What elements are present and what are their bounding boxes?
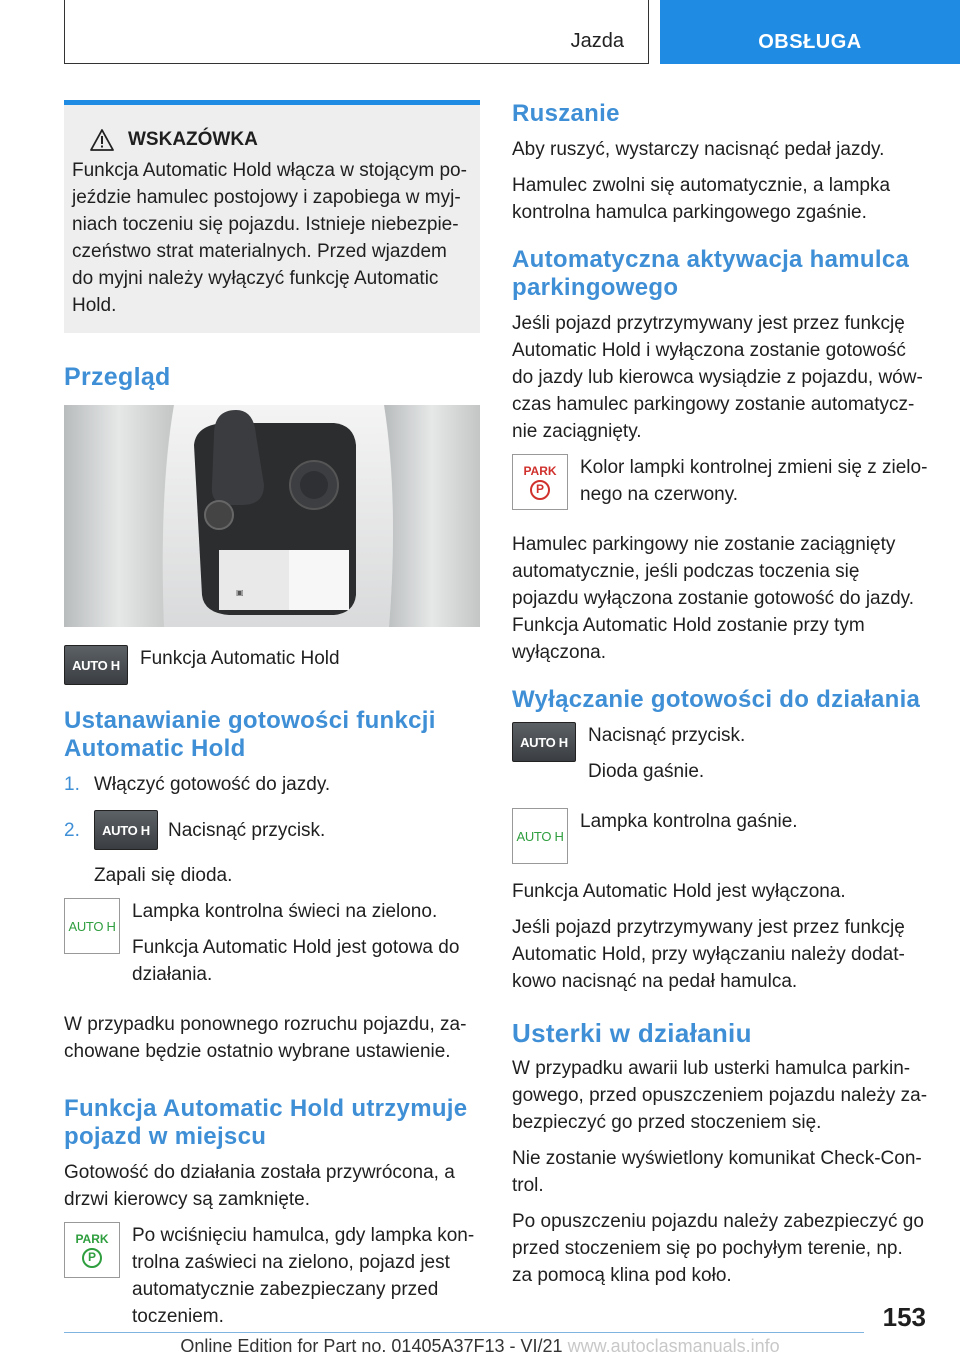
step-number: 2.: [64, 819, 80, 841]
auto-park-heading: Automatyczna aktywacja hamulca parkingowego: [512, 246, 910, 301]
disable-press-text: Nacisnąć przycisk.: [588, 725, 746, 746]
step-text: Włączyć gotowość do jazdy.: [94, 774, 331, 795]
chapter-tab-label: OBSŁUGA: [758, 31, 862, 53]
start-text-1: Aby ruszyć, wystarczy nacisnąć pedał jazdy.: [512, 139, 885, 160]
disable-text-2: Jeśli pojazd przytrzymywany jest przez funkcję Automatic Hold, przy wyłączaniu należy dodatkowo nacisnąć na pedał hamulca.: [512, 917, 905, 992]
gear-selector-photo: [64, 405, 480, 627]
park-red-row: [512, 454, 928, 517]
overview-icon-row: [64, 645, 480, 685]
disable-button-row: [512, 722, 928, 794]
auto-park-text-2: Hamulec parkingowy nie zostanie zaciągnięty automatycznie, jeśli podczas toczenia się pojazdu wyłączona zostanie gotowość do jazdy. Funkcja Automatic Hold zostanie przy tym wyłączona.: [512, 534, 915, 663]
faults-text-3: Po opuszczeniu pojazdu należy zabezpieczyć go przed stoczeniem się po pochyłym terenie, np. za pomocą klina pod koło.: [512, 1211, 924, 1286]
auto-hold-button-icon: AUTO H: [94, 810, 158, 850]
watermark-text: www.autoclasmanuals.info: [567, 1336, 780, 1356]
disable-heading: Wyłączanie gotowości do działania: [512, 686, 921, 713]
auto-park-text-1: Jeśli pojazd przytrzymywany jest przez funkcję Automatic Hold i wyłączona zostanie gotowość do jazdy lub kierowca wysiądzie z pojazdu, wówczas hamulec parkingowy zostanie automatycznie zaciągnięty.: [512, 313, 923, 442]
chapter-tab[interactable]: [660, 0, 960, 64]
overview-caption: Funkcja Automatic Hold: [140, 648, 340, 669]
footer-divider: [64, 1332, 864, 1333]
lamp-color-change-text: Kolor lampki kontrolnej zmieni się z zielonego na czerwony.: [580, 457, 928, 505]
overview-heading: Przegląd: [64, 363, 171, 391]
warning-box: [64, 100, 480, 333]
disable-diode-text: Dioda gaśnie.: [588, 761, 705, 782]
faults-heading: Usterki w działaniu: [512, 1018, 752, 1048]
diode-on-text: Zapali się dioda.: [94, 865, 233, 886]
faults-text-2: Nie zostanie wyświetlony komunikat Check-Control.: [512, 1148, 922, 1196]
right-column: [512, 100, 928, 1298]
park-green-text: Po wciśnięciu hamulca, gdy lampka kontrolna zaświeci na zielono, pojazd jest automatycznie zabezpieczany przed toczeniem.: [132, 1225, 475, 1327]
lamp-green-row: [64, 898, 480, 997]
header-frame: [64, 0, 649, 64]
park-lamp-green-icon: PARK P: [64, 1222, 120, 1278]
step-number: 1.: [64, 774, 80, 795]
disable-text-1: Funkcja Automatic Hold jest wyłączona.: [512, 881, 846, 902]
footer-edition: [0, 1336, 960, 1357]
auto-hold-lamp-off-icon: AUTO H: [512, 808, 568, 864]
start-heading: Ruszanie: [512, 100, 620, 127]
lamp-off-row: [512, 808, 928, 864]
lamp-off-text: Lampka kontrolna gaśnie.: [580, 811, 798, 832]
holds-text: Gotowość do działania została przywrócona, a drzwi kierowcy są zamknięte.: [64, 1162, 455, 1210]
holds-heading: Funkcja Automatic Hold utrzymuje pojazd w miejscu: [64, 1095, 468, 1150]
setup-steps: [64, 771, 480, 850]
left-column: [64, 100, 480, 1339]
edition-text: Online Edition for Part no. 01405A37F13 - VI/21: [180, 1336, 563, 1356]
lamp-ready-text: Funkcja Automatic Hold jest gotowa do działania.: [132, 937, 460, 985]
setup-heading: Ustanawianie gotowości funkcji Automatic Hold: [64, 707, 436, 762]
warning-text: Funkcja Automatic Hold włącza w stojącym pojeździe hamulec postojowy i zapobiega w myjniach toczeniu się pojazdu. Istnieje niebezpieczeństwo strat materialnych. Przed wjazdem do myjni należy wyłączyć funkcję Automatic Hold.: [72, 160, 467, 316]
warning-triangle-icon: [90, 129, 114, 151]
start-text-2: Hamulec zwolni się automatycznie, a lampka kontrolna hamulca parkingowego zgaśnie.: [512, 175, 891, 223]
setup-step-2: [64, 810, 480, 850]
park-green-row: [64, 1222, 480, 1339]
lamp-green-text: Lampka kontrolna świeci na zielono.: [132, 901, 438, 922]
warning-title: [90, 129, 472, 151]
step-text: Nacisnąć przycisk.: [168, 819, 326, 841]
warning-title-text: WSKAZÓWKA: [128, 129, 258, 150]
auto-hold-button-icon: AUTO H: [512, 722, 576, 762]
restart-text: W przypadku ponownego rozruchu pojazdu, zachowane będzie ostatnio wybrane ustawienie.: [64, 1014, 467, 1062]
setup-step-1: [64, 771, 480, 798]
park-lamp-red-icon: PARK P: [512, 454, 568, 510]
svg-text:▣: ▣: [236, 588, 244, 597]
auto-hold-lamp-green-icon: AUTO H: [64, 898, 120, 954]
faults-text-1: W przypadku awarii lub usterki hamulca parkingowego, przed opuszczeniem pojazdu należy zabezpieczyć go przed stoczeniem się.: [512, 1058, 928, 1133]
section-title: Jazda: [570, 30, 624, 52]
page-number: 153: [882, 1302, 926, 1332]
auto-hold-button-icon: AUTO H: [64, 645, 128, 685]
